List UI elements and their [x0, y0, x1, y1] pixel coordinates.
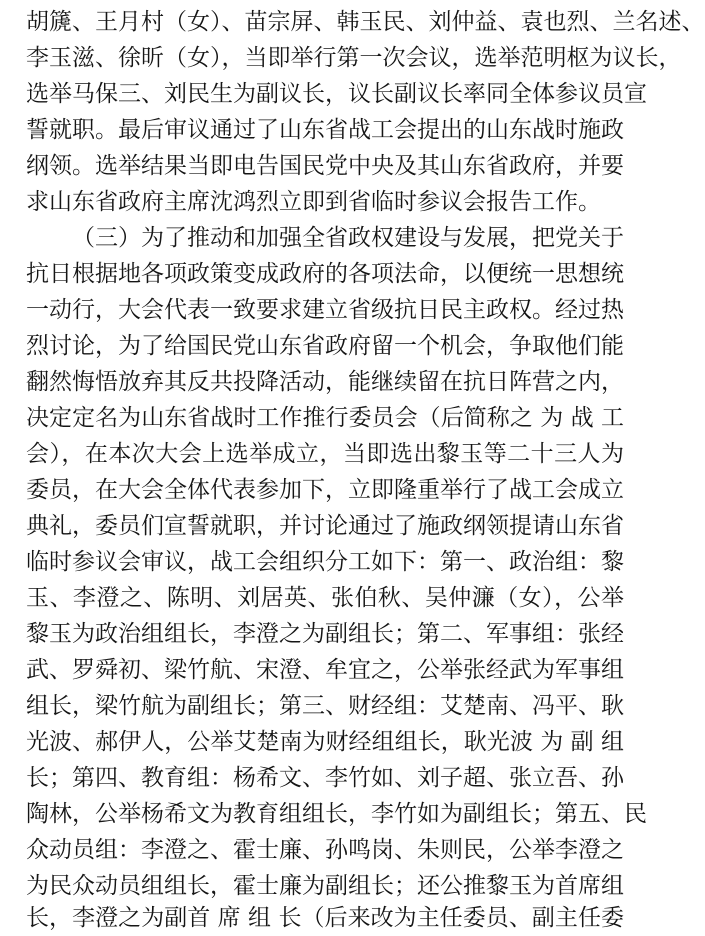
text-line: 长；第四、教育组：杨希文、李竹如、刘子超、张立吾、孙: [26, 765, 624, 791]
text-line: 胡篪、王月村（女）、苗宗屏、韩玉民、刘仲益、袁也烈、兰名述、: [26, 9, 705, 35]
text-line: 长，李澄之为副首 席 组 长（后来改为主任委员、副主任委: [26, 905, 624, 931]
text-line: 一动行，大会代表一致要求建立省级抗日民主政权。经过热: [26, 297, 624, 323]
text-line: 翻然悔悟放弃其反共投降活动，能继续留在抗日阵营之内，: [26, 369, 624, 395]
text-line: 组长，梁竹航为副组长；第三、财经组：艾楚南、冯平、耿: [26, 693, 624, 719]
text-line: 为民众动员组组长，霍士廉为副组长；还公推黎玉为首席组: [26, 873, 624, 899]
text-line: 烈讨论，为了给国民党山东省政府留一个机会，争取他们能: [26, 333, 624, 359]
text-line: 誓就职。最后审议通过了山东省战工会提出的山东战时施政: [26, 117, 624, 143]
text-line: 陶林，公举杨希文为教育组组长，李竹如为副组长；第五、民: [26, 801, 647, 827]
text-line: 武、罗舜初、梁竹航、宋澄、牟宜之，公举张经武为军事组: [26, 657, 624, 683]
text-line: 求山东省政府主席沈鸿烈立即到省临时参议会报告工作。: [26, 189, 601, 215]
text-line: 李玉滋、徐昕（女），当即举行第一次会议，选举范明枢为议长，: [26, 45, 682, 71]
text-line: 会），在本次大会上选举成立，当即选出黎玉等二十三人为: [26, 441, 624, 467]
text-line: 光波、郝伊人，公举艾楚南为财经组组长，耿光波 为 副 组: [26, 729, 624, 755]
text-line: 决定定名为山东省战时工作推行委员会（后简称之 为 战 工: [26, 405, 624, 431]
text-line: 临时参议会审议，战工会组织分工如下：第一、政治组：黎: [26, 549, 624, 575]
text-line: 玉、李澄之、陈明、刘居英、张伯秋、吴仲濂（女），公举: [26, 585, 624, 611]
text-line: 黎玉为政治组组长，李澄之为副组长；第二、军事组：张经: [26, 621, 624, 647]
paragraph-first-line: （三）为了推动和加强全省政权建设与发展，把党关于: [72, 225, 624, 251]
text-line: 委员，在大会全体代表参加下，立即隆重举行了战工会成立: [26, 477, 624, 503]
text-line: 典礼，委员们宣誓就职，并讨论通过了施政纲领提请山东省: [26, 513, 624, 539]
text-line: 众动员组：李澄之、霍士廉、孙鸣岗、朱则民，公举李澄之: [26, 837, 624, 863]
text-line: 选举马保三、刘民生为副议长，议长副议长率同全体参议员宣: [26, 81, 647, 107]
text-line: 纲领。选举结果当即电告国民党中央及其山东省政府，并要: [26, 153, 624, 179]
text-line: 抗日根据地各项政策变成政府的各项法命，以便统一思想统: [26, 261, 624, 287]
